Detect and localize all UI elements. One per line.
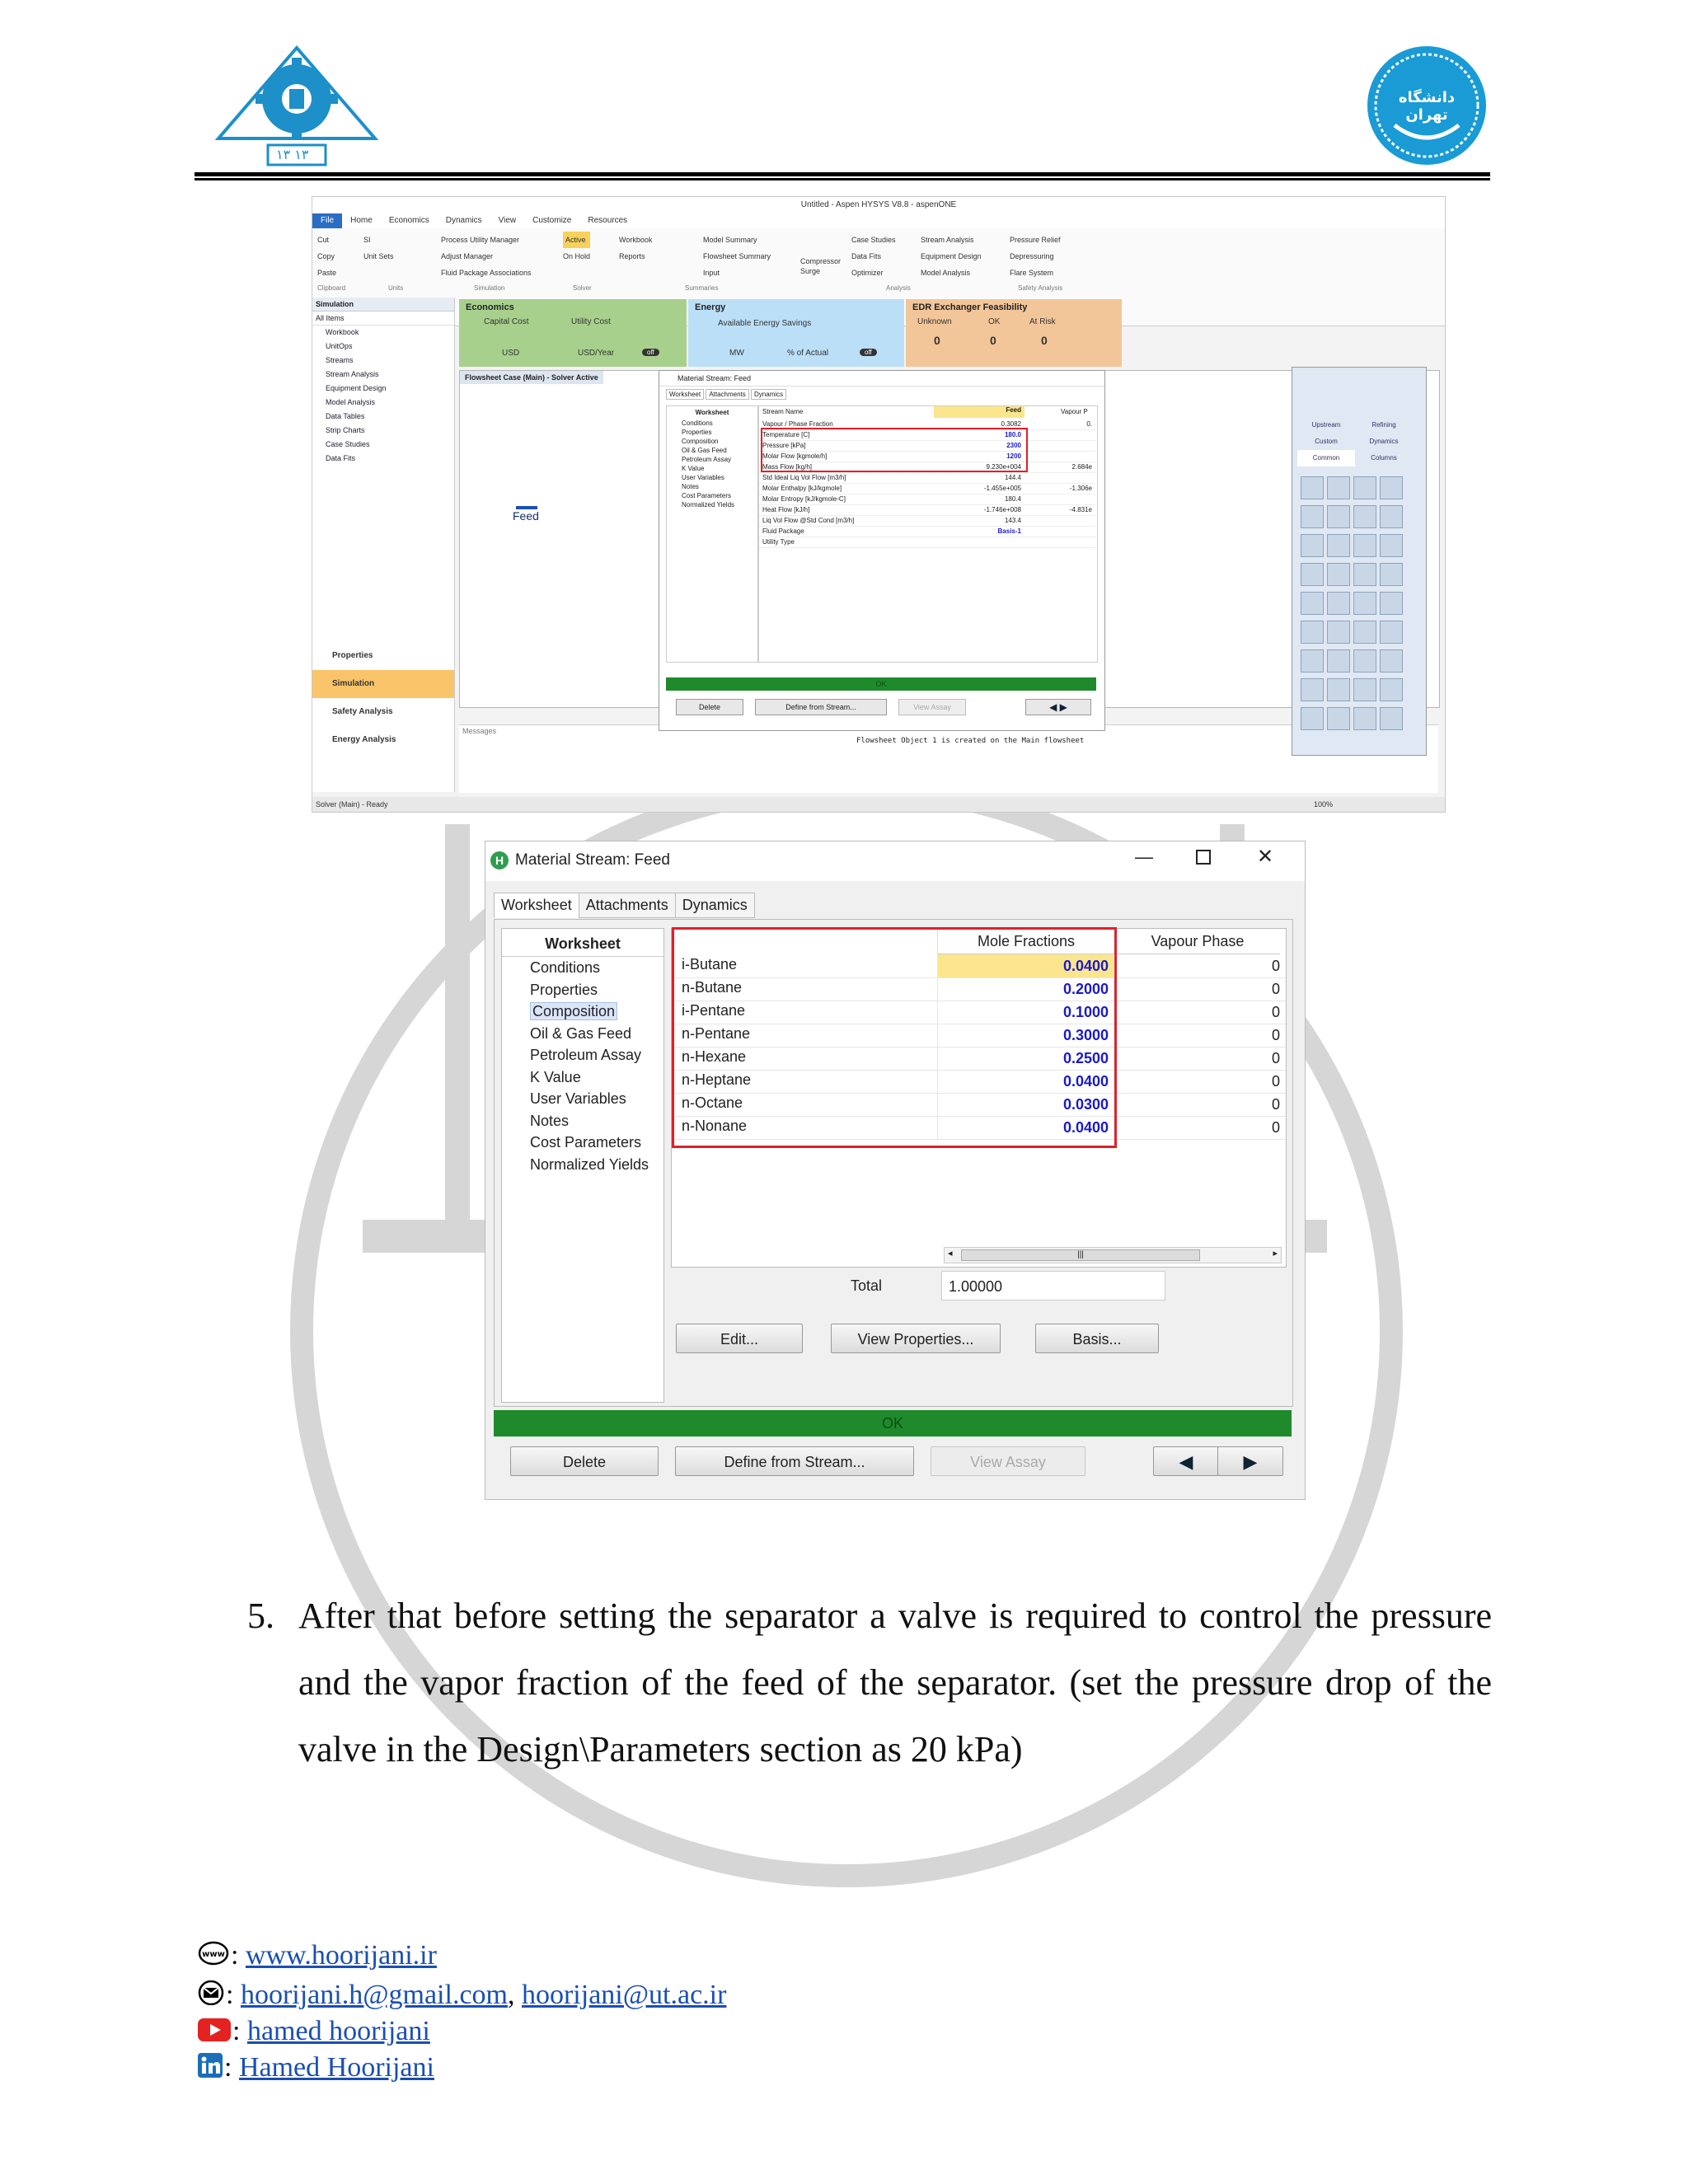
flowsheet-tab[interactable]: Flowsheet Case (Main) - Solver Active <box>460 371 603 384</box>
unit-op-icon[interactable] <box>1301 476 1324 499</box>
email-link-1[interactable]: hoorijani.h@gmail.com <box>240 1980 508 2010</box>
pressure-relief-button[interactable]: Pressure Relief <box>1010 236 1061 244</box>
unit-sets-button[interactable]: Unit Sets <box>363 252 394 260</box>
condition-name: Utility Type <box>762 538 795 546</box>
unit-op-icon[interactable] <box>1301 621 1324 644</box>
economics-toggle[interactable]: off <box>642 349 659 356</box>
navigation-pane <box>312 298 455 792</box>
unit-op-icon[interactable] <box>1380 678 1403 701</box>
condition-row <box>759 472 1095 484</box>
worksheet-nav-header: Worksheet <box>502 929 663 957</box>
nav-properties[interactable]: Properties <box>530 981 598 998</box>
unit-op-icon[interactable] <box>1301 707 1324 730</box>
mini-highlight-box <box>761 428 1028 472</box>
nav-notes[interactable]: Notes <box>530 1112 570 1129</box>
condition-row <box>759 494 1095 505</box>
window-title: Untitled - Aspen HYSYS V8.8 - aspenONE <box>312 197 1445 213</box>
solver-active-button[interactable]: Active <box>563 232 590 248</box>
ribbon-caption-analysis: Analysis <box>886 284 911 292</box>
condition-vapour-value: 2.684e <box>1071 463 1092 471</box>
mini-tab-attachments[interactable]: Attachments <box>706 389 748 400</box>
tab-attachments[interactable]: Attachments <box>579 893 676 918</box>
scroll-right-icon[interactable]: ▸ <box>1273 1249 1278 1258</box>
ribbon-caption-simulation: Simulation <box>474 284 505 292</box>
mini-col-vapour: Vapour P <box>1061 408 1088 415</box>
mini-tabs <box>666 391 786 398</box>
unit-op-icon[interactable] <box>1353 563 1376 586</box>
flare-system-button[interactable]: Flare System <box>1010 269 1054 277</box>
edr-ok-value: 0 <box>990 334 996 347</box>
condition-value[interactable]: 143.4 <box>1004 517 1021 524</box>
nav-item-workbook[interactable]: Workbook <box>326 328 359 336</box>
material-stream-window-zoomed <box>485 841 1306 1500</box>
nav-header: Simulation <box>312 298 454 312</box>
composition-highlight-box <box>672 927 1117 1148</box>
palette-tab-upstream[interactable]: Upstream <box>1311 421 1341 429</box>
mini-nav-oil-gas-feed[interactable]: Oil & Gas Feed <box>682 447 727 454</box>
nav-big-buttons <box>312 642 454 754</box>
footer-youtube: : hamed hoorijani <box>198 2014 430 2050</box>
copy-button[interactable]: Copy <box>317 252 335 260</box>
unit-op-icon[interactable] <box>1353 476 1376 499</box>
component-name: n-Heptane <box>682 1071 752 1088</box>
menu-customize[interactable]: Customize <box>532 216 572 225</box>
capital-cost-label: Capital Cost <box>484 317 529 326</box>
ribbon-caption-units: Units <box>388 284 404 292</box>
condition-value[interactable]: 0.3082 <box>1001 420 1021 428</box>
condition-vapour-value: -4.831e <box>1069 506 1092 513</box>
nav-item-data-fits[interactable]: Data Fits <box>326 454 356 462</box>
condition-value[interactable]: 9.230e+004 <box>986 463 1021 471</box>
globe-icon <box>198 1940 229 1975</box>
unit-op-icon[interactable] <box>1380 592 1403 615</box>
unit-op-icon[interactable] <box>1353 592 1376 615</box>
reports-button[interactable]: Reports <box>619 252 645 260</box>
hysys-main-window-screenshot <box>312 196 1446 813</box>
nav-simulation[interactable]: Simulation <box>312 670 454 698</box>
unit-op-icon[interactable] <box>1380 563 1403 586</box>
status-text: Solver (Main) - Ready <box>316 800 388 808</box>
component-name: n-Hexane <box>682 1048 747 1065</box>
condition-vapour-value: 0. <box>1086 420 1092 428</box>
menu-bar <box>312 213 1445 229</box>
vapour-phase-cell: 0 <box>1271 1050 1280 1066</box>
mini-define-from-stream-button[interactable]: Define from Stream... <box>755 699 887 715</box>
palette-tab-common[interactable]: Common <box>1297 450 1355 466</box>
fluid-package-associations-button[interactable]: Fluid Package Associations <box>441 269 532 277</box>
message-text: Flowsheet Object 1 is created on the Main flowsheet <box>856 737 1085 745</box>
unit-op-icon[interactable] <box>1327 592 1350 615</box>
right-logo-caption: دانشگاه تهران <box>1398 89 1456 124</box>
nav-filter[interactable]: All Items <box>312 312 454 326</box>
edr-unknown-label: Unknown <box>917 317 952 326</box>
edr-ok-label: OK <box>988 317 1001 326</box>
mini-nav-normalized-yields[interactable]: Normalized Yields <box>682 501 735 509</box>
horizontal-scrollbar[interactable] <box>944 1247 1282 1263</box>
utility-cost-label: Utility Cost <box>571 317 611 326</box>
unit-op-icon[interactable] <box>1327 678 1350 701</box>
energy-unit-pct: % of Actual <box>787 349 829 358</box>
maximize-icon[interactable] <box>1196 850 1211 865</box>
condition-value[interactable]: 180.0 <box>1004 431 1021 438</box>
unit-op-icon[interactable] <box>1380 476 1403 499</box>
view-assay-button[interactable]: View Assay <box>931 1446 1085 1476</box>
edr-at-risk-label: At Risk <box>1029 317 1056 326</box>
condition-vapour-value: -1.306e <box>1069 485 1092 492</box>
mini-nav-conditions[interactable]: Conditions <box>682 419 713 427</box>
unit-op-icon[interactable] <box>1380 621 1403 644</box>
condition-name: Mass Flow [kg/h] <box>762 463 813 471</box>
model-summary-button[interactable]: Model Summary <box>703 236 757 244</box>
model-analysis-button[interactable]: Model Analysis <box>921 269 971 277</box>
mini-col-feed: Feed <box>934 406 1025 418</box>
energy-unit-mw: MW <box>729 349 744 358</box>
component-name: i-Butane <box>682 956 738 972</box>
vapour-phase-cell: 0 <box>1271 1119 1280 1136</box>
cut-button[interactable]: Cut <box>317 236 330 244</box>
youtube-link[interactable]: hamed hoorijani <box>246 2016 430 2046</box>
energy-savings-label: Available Energy Savings <box>718 319 812 328</box>
process-utility-manager-button[interactable]: Process Utility Manager <box>441 236 520 244</box>
ok-status-bar: OK <box>494 1410 1292 1436</box>
energy-panel <box>688 299 904 367</box>
zoom-title-bar <box>485 841 1305 881</box>
view-properties-button[interactable]: View Properties... <box>831 1324 1001 1353</box>
condition-value[interactable]: Basis-1 <box>997 527 1021 535</box>
zoom-tabs <box>494 893 754 919</box>
unit-op-icon[interactable] <box>1301 649 1324 673</box>
condition-value[interactable]: 144.4 <box>1004 474 1021 481</box>
condition-name: Molar Enthalpy [kJ/kgmole] <box>762 485 842 492</box>
footer-email: : hoorijani.h@gmail.com, hoorijani@ut.ac.ir <box>198 1978 726 2014</box>
condition-name: Heat Flow [kJ/h] <box>762 506 810 513</box>
mini-nav-properties[interactable]: Properties <box>682 429 712 436</box>
mole-fraction-cell[interactable]: 0.3000 <box>937 1024 1114 1047</box>
mini-col-stream-name: Stream Name <box>762 408 804 415</box>
unit-op-icon[interactable] <box>1327 476 1350 499</box>
energy-title: Energy <box>695 302 726 312</box>
status-bar <box>312 797 1446 812</box>
university-logo-left <box>210 40 383 170</box>
unit-op-icon[interactable] <box>1327 563 1350 586</box>
nav-cost-parameters[interactable]: Cost Parameters <box>530 1134 642 1151</box>
mail-icon <box>198 1980 224 2014</box>
unit-op-icon[interactable] <box>1301 505 1324 528</box>
nav-petroleum-assay[interactable]: Petroleum Assay <box>530 1047 642 1063</box>
unit-op-icon[interactable] <box>1327 505 1350 528</box>
data-fits-button[interactable]: Data Fits <box>851 252 882 260</box>
delete-button[interactable]: Delete <box>510 1446 659 1476</box>
nav-k-value[interactable]: K Value <box>530 1068 581 1085</box>
hysys-app-icon: H <box>490 851 509 869</box>
input-button[interactable]: Input <box>703 269 720 277</box>
mini-tab-worksheet[interactable]: Worksheet <box>666 389 704 400</box>
condition-row <box>759 504 1095 516</box>
watermark-bar <box>445 824 470 1220</box>
unit-op-icon[interactable] <box>1327 649 1350 673</box>
mole-fraction-cell[interactable]: 0.2000 <box>937 977 1114 1001</box>
nav-normalized-yields[interactable]: Normalized Yields <box>530 1155 649 1173</box>
email-link-2[interactable]: hoorijani@ut.ac.ir <box>521 1980 727 2010</box>
nav-user-variables[interactable]: User Variables <box>530 1090 626 1107</box>
economics-panel <box>459 299 687 367</box>
edr-title: EDR Exchanger Feasibility <box>912 302 1028 312</box>
condition-row <box>759 483 1095 494</box>
minimize-icon[interactable]: — <box>1135 846 1153 867</box>
mole-fraction-cell[interactable]: 0.0300 <box>937 1093 1114 1116</box>
vapour-phase-cell: 0 <box>1271 1004 1280 1020</box>
stream-analysis-button[interactable]: Stream Analysis <box>921 236 974 244</box>
condition-name: Molar Flow [kgmole/h] <box>762 452 828 460</box>
left-logo-caption: ۱۳ ۱۳ <box>276 147 309 162</box>
palette-tab-refining[interactable]: Refining <box>1372 421 1396 429</box>
edr-at-risk-value: 0 <box>1041 334 1048 347</box>
component-name: n-Nonane <box>682 1118 748 1134</box>
tab-dynamics[interactable]: Dynamics <box>675 893 755 918</box>
mole-fraction-cell[interactable]: 0.0400 <box>937 1070 1114 1093</box>
nav-item-case-studies[interactable]: Case Studies <box>326 440 370 448</box>
ribbon-caption-safety: Safety Analysis <box>1018 284 1063 292</box>
unit-op-icon[interactable] <box>1301 592 1324 615</box>
vapour-phase-cell: 0 <box>1271 1027 1280 1043</box>
solver-on-hold-button[interactable]: On Hold <box>563 252 591 260</box>
condition-name: Molar Entropy [kJ/kgmole-C] <box>762 495 846 503</box>
mini-view-assay-button[interactable]: View Assay <box>898 699 966 715</box>
condition-row <box>759 515 1095 527</box>
unit-op-icon[interactable] <box>1353 707 1376 730</box>
nav-item-strip-charts[interactable]: Strip Charts <box>326 426 365 434</box>
unit-op-icon[interactable] <box>1353 649 1376 673</box>
define-from-stream-button[interactable]: Define from Stream... <box>675 1446 914 1476</box>
nav-properties[interactable]: Properties <box>332 651 373 660</box>
website-link[interactable]: www.hoorijani.ir <box>245 1940 437 1971</box>
menu-view[interactable]: View <box>498 216 517 225</box>
component-name: n-Octane <box>682 1094 743 1111</box>
nav-oil-gas-feed[interactable]: Oil & Gas Feed <box>530 1024 632 1042</box>
col-mole-fractions: Mole Fractions <box>937 929 1114 954</box>
nav-item-stream-analysis[interactable]: Stream Analysis <box>326 370 379 378</box>
energy-toggle[interactable]: off <box>860 349 877 356</box>
nav-energy-analysis[interactable]: Energy Analysis <box>332 735 396 744</box>
capital-cost-unit: USD <box>502 349 520 358</box>
workbook-button[interactable]: Workbook <box>619 236 653 244</box>
adjust-manager-button[interactable]: Adjust Manager <box>441 252 494 260</box>
condition-name: Liq Vol Flow @Std Cond [m3/h] <box>762 517 855 524</box>
condition-value[interactable]: 2300 <box>1006 442 1021 449</box>
linkedin-icon <box>198 2052 223 2087</box>
mini-grid <box>758 405 1098 663</box>
depressuring-button[interactable]: Depressuring <box>1010 252 1054 260</box>
mini-nav-cost-parameters[interactable]: Cost Parameters <box>682 492 732 499</box>
previous-arrow-icon[interactable]: ◀ <box>1153 1446 1219 1476</box>
vapour-phase-cell: 0 <box>1271 1073 1280 1090</box>
unit-op-icon[interactable] <box>1327 707 1350 730</box>
next-arrow-icon[interactable]: ▶ <box>1217 1446 1283 1476</box>
total-label: Total <box>851 1277 883 1294</box>
palette-icon-grid <box>1299 475 1421 734</box>
unit-op-icon[interactable] <box>1353 621 1376 644</box>
case-studies-button[interactable]: Case Studies <box>851 236 896 244</box>
footer-linkedin: : Hamed Hoorijani <box>198 2050 434 2087</box>
condition-name: Fluid Package <box>762 527 804 535</box>
edr-panel <box>906 299 1122 367</box>
edr-unknown-value: 0 <box>934 334 940 347</box>
youtube-icon <box>198 2016 231 2050</box>
ribbon-caption-solver: Solver <box>573 284 592 292</box>
unit-op-icon[interactable] <box>1380 707 1403 730</box>
flowsheet-summary-button[interactable]: Flowsheet Summary <box>703 252 771 260</box>
zoom-tab-body <box>494 919 1293 1407</box>
nav-item-data-tables[interactable]: Data Tables <box>326 412 365 420</box>
scroll-left-icon[interactable]: ◂ <box>948 1249 953 1258</box>
menu-resources[interactable]: Resources <box>588 216 628 225</box>
basis-button[interactable]: Basis... <box>1035 1324 1159 1353</box>
unit-op-icon[interactable] <box>1327 621 1350 644</box>
footer-website: www : www.hoorijani.ir <box>198 1938 437 1975</box>
optimizer-button[interactable]: Optimizer <box>851 269 884 277</box>
feed-stream-label: Feed <box>513 509 539 523</box>
mini-nav-petroleum-assay[interactable]: Petroleum Assay <box>682 456 732 463</box>
svg-text:www: www <box>202 1950 225 1960</box>
mini-nav-k-value[interactable]: K Value <box>682 465 705 472</box>
condition-name: Temperature [C] <box>762 431 810 438</box>
condition-name: Vapour / Phase Fraction <box>762 420 833 428</box>
palette-tab-custom[interactable]: Custom <box>1315 438 1338 445</box>
nav-conditions[interactable]: Conditions <box>530 959 601 976</box>
mini-nav-composition[interactable]: Composition <box>682 438 719 445</box>
zoom-window-title: Material Stream: Feed <box>515 851 670 869</box>
unit-op-icon[interactable] <box>1353 505 1376 528</box>
component-name: n-Butane <box>682 979 743 996</box>
palette-tab-dynamics[interactable]: Dynamics <box>1369 438 1399 445</box>
condition-row <box>759 537 1095 548</box>
mini-window-title: Material Stream: Feed <box>659 371 1104 387</box>
mole-fraction-cell[interactable]: 0.0400 <box>937 1116 1114 1139</box>
unit-op-icon[interactable] <box>1301 563 1324 586</box>
paste-button[interactable]: Paste <box>317 269 337 277</box>
feed-stream[interactable] <box>513 506 539 523</box>
condition-value[interactable]: 1200 <box>1006 452 1021 460</box>
unit-op-icon[interactable] <box>1380 534 1403 557</box>
palette-tab-columns[interactable]: Columns <box>1371 454 1397 462</box>
mole-fraction-cell[interactable]: 0.0400 <box>937 954 1114 977</box>
condition-name: Pressure [kPa] <box>762 442 806 449</box>
mini-ok-bar: OK <box>666 677 1096 691</box>
unit-op-icon[interactable] <box>1380 505 1403 528</box>
mole-fraction-cell[interactable]: 0.1000 <box>937 1001 1114 1024</box>
composition-grid <box>671 928 1287 1268</box>
nav-item-model-analysis[interactable]: Model Analysis <box>326 398 376 406</box>
tab-worksheet[interactable]: Worksheet <box>494 893 579 918</box>
messages-label: Messages <box>462 727 497 735</box>
vapour-phase-cell: 0 <box>1271 981 1280 997</box>
mole-fraction-cell[interactable]: 0.2500 <box>937 1047 1114 1070</box>
ribbon-caption-summaries: Summaries <box>685 284 719 292</box>
close-icon[interactable]: ✕ <box>1257 846 1274 868</box>
scroll-thumb[interactable]: ||| <box>961 1249 1200 1261</box>
unit-op-icon[interactable] <box>1353 534 1376 557</box>
compressor-surge-button[interactable]: Compressor Surge <box>800 257 842 275</box>
mini-nav-user-variables[interactable]: User Variables <box>682 474 724 481</box>
vapour-phase-cell: 0 <box>1271 958 1280 974</box>
nav-safety-analysis[interactable]: Safety Analysis <box>332 707 393 716</box>
instruction-paragraph <box>247 1582 1492 1783</box>
unit-set-select[interactable]: SI <box>363 236 371 244</box>
nav-composition[interactable] <box>502 1001 663 1023</box>
nav-composition-label: Composition <box>530 1002 617 1020</box>
mini-delete-button[interactable]: Delete <box>676 699 743 715</box>
ribbon-caption-clipboard: Clipboard <box>317 284 346 292</box>
palette-tabs <box>1297 417 1421 466</box>
condition-name: Std Ideal Liq Vol Flow [m3/h] <box>762 474 846 481</box>
mini-nav <box>666 405 758 663</box>
nav-item-equipment-design[interactable]: Equipment Design <box>326 384 387 392</box>
equipment-design-button[interactable]: Equipment Design <box>921 252 982 260</box>
menu-file[interactable]: File <box>312 213 342 228</box>
step-number: 5. <box>247 1596 274 1636</box>
zoom-level: 100% <box>1313 800 1333 808</box>
vapour-phase-cell: 0 <box>1271 1096 1280 1113</box>
object-palette <box>1292 367 1427 756</box>
menu-economics[interactable]: Economics <box>388 216 429 225</box>
edit-button[interactable]: Edit... <box>676 1324 803 1353</box>
linkedin-link[interactable]: Hamed Hoorijani <box>238 2052 434 2083</box>
mini-nav-header: Worksheet <box>695 409 729 416</box>
unit-op-icon[interactable] <box>1301 678 1324 701</box>
component-name: i-Pentane <box>682 1002 746 1019</box>
nav-tree <box>312 326 454 466</box>
condition-value[interactable]: -1.746e+008 <box>983 506 1021 513</box>
unit-op-icon[interactable] <box>1353 678 1376 701</box>
header-rule <box>195 172 1490 180</box>
university-logo-right <box>1362 43 1492 168</box>
step-text: After that before setting the separator a valve is required to control the pressure and the vapor fraction of the feed of the separator. (set the pressure drop of the valve in the Design\Parameters section as 20 kPa) <box>298 1596 1492 1769</box>
unit-op-icon[interactable] <box>1327 534 1350 557</box>
worksheet-nav <box>501 928 664 1403</box>
unit-op-icon[interactable] <box>1301 534 1324 557</box>
condition-value[interactable]: 180.4 <box>1004 495 1021 503</box>
mini-nav-arrows[interactable]: ◀ ▶ <box>1025 699 1091 715</box>
utility-cost-unit: USD/Year <box>578 349 615 358</box>
col-vapour-phase: Vapour Phase <box>1115 929 1280 954</box>
condition-row <box>759 526 1095 537</box>
total-value: 1.00000 <box>941 1271 1165 1301</box>
component-name: n-Pentane <box>682 1025 751 1042</box>
nav-item-unitops[interactable]: UnitOps <box>326 342 353 350</box>
nav-item-streams[interactable]: Streams <box>326 356 354 364</box>
menu-dynamics[interactable]: Dynamics <box>445 216 482 225</box>
economics-title: Economics <box>466 302 514 312</box>
condition-value[interactable]: -1.455e+005 <box>983 485 1021 492</box>
mini-nav-notes[interactable]: Notes <box>682 483 699 490</box>
menu-home[interactable]: Home <box>350 216 373 225</box>
material-stream-window-small <box>659 370 1105 731</box>
mini-tab-dynamics[interactable]: Dynamics <box>751 389 786 400</box>
unit-op-icon[interactable] <box>1380 649 1403 673</box>
